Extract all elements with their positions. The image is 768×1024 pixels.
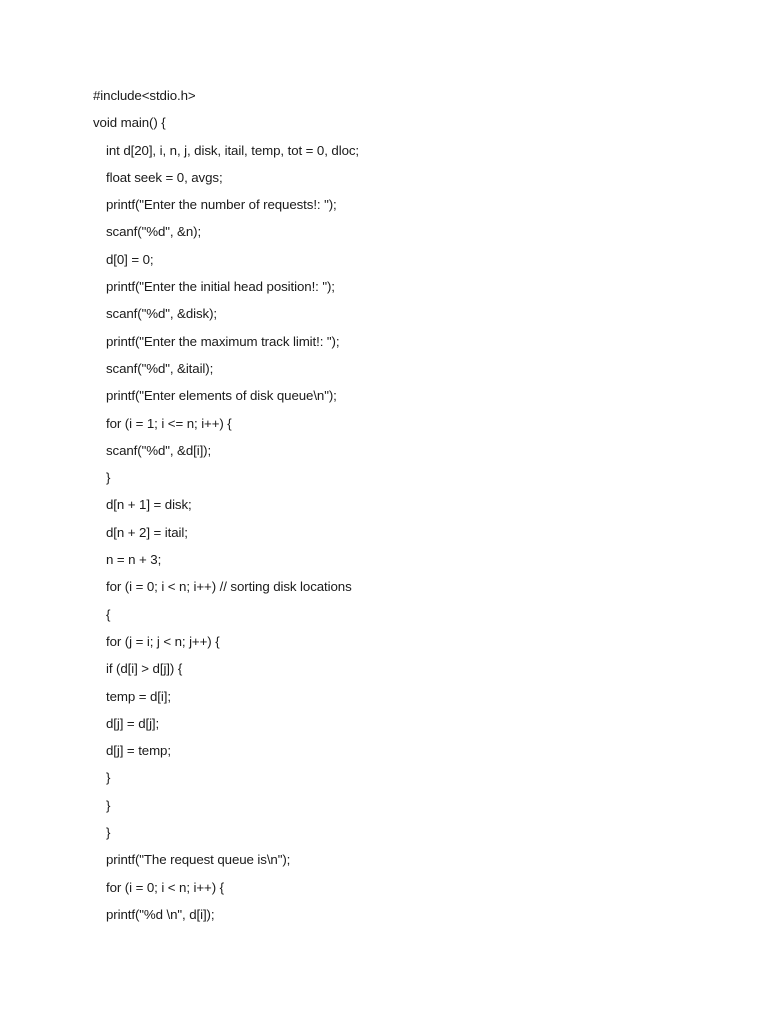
code-line: }	[106, 470, 111, 486]
code-line: }	[106, 797, 111, 813]
code-line: printf("%d \n", d[i]);	[106, 906, 215, 922]
code-line: }	[106, 770, 111, 786]
code-line: for (i = 0; i < n; i++) {	[106, 879, 224, 895]
code-listing	[93, 86, 733, 932]
code-line: void main() {	[93, 115, 166, 131]
code-line: for (i = 1; i <= n; i++) {	[106, 415, 232, 431]
code-line: printf("Enter elements of disk queue\n");	[106, 388, 337, 404]
code-line: printf("Enter the maximum track limit!: ");	[106, 333, 340, 349]
code-line: d[j] = temp;	[106, 743, 171, 759]
code-line: d[n + 1] = disk;	[106, 497, 192, 513]
code-line: temp = d[i];	[106, 688, 171, 704]
code-line: n = n + 3;	[106, 552, 162, 568]
code-line: scanf("%d", &n);	[106, 224, 202, 240]
code-line: d[j] = d[j];	[106, 715, 160, 731]
code-line: }	[106, 825, 111, 841]
code-line: d[n + 2] = itail;	[106, 524, 188, 540]
code-line: float seek = 0, avgs;	[106, 169, 223, 185]
code-line: printf("The request queue is\n");	[106, 852, 291, 868]
code-line: printf("Enter the initial head position!: ");	[106, 279, 335, 295]
code-line: if (d[i] > d[j]) {	[106, 661, 183, 677]
code-line: for (i = 0; i < n; i++) // sorting disk locations	[106, 579, 352, 595]
code-line: int d[20], i, n, j, disk, itail, temp, tot = 0, dloc;	[106, 142, 360, 158]
code-line: #include<stdio.h>	[93, 88, 196, 103]
code-line: d[0] = 0;	[106, 251, 154, 267]
code-line: scanf("%d", &disk);	[106, 306, 217, 322]
code-line: for (j = i; j < n; j++) {	[106, 633, 220, 649]
code-line: {	[106, 606, 111, 622]
code-line: scanf("%d", &d[i]);	[106, 442, 212, 458]
code-line: scanf("%d", &itail);	[106, 360, 214, 376]
code-line: printf("Enter the number of requests!: ");	[106, 197, 337, 213]
